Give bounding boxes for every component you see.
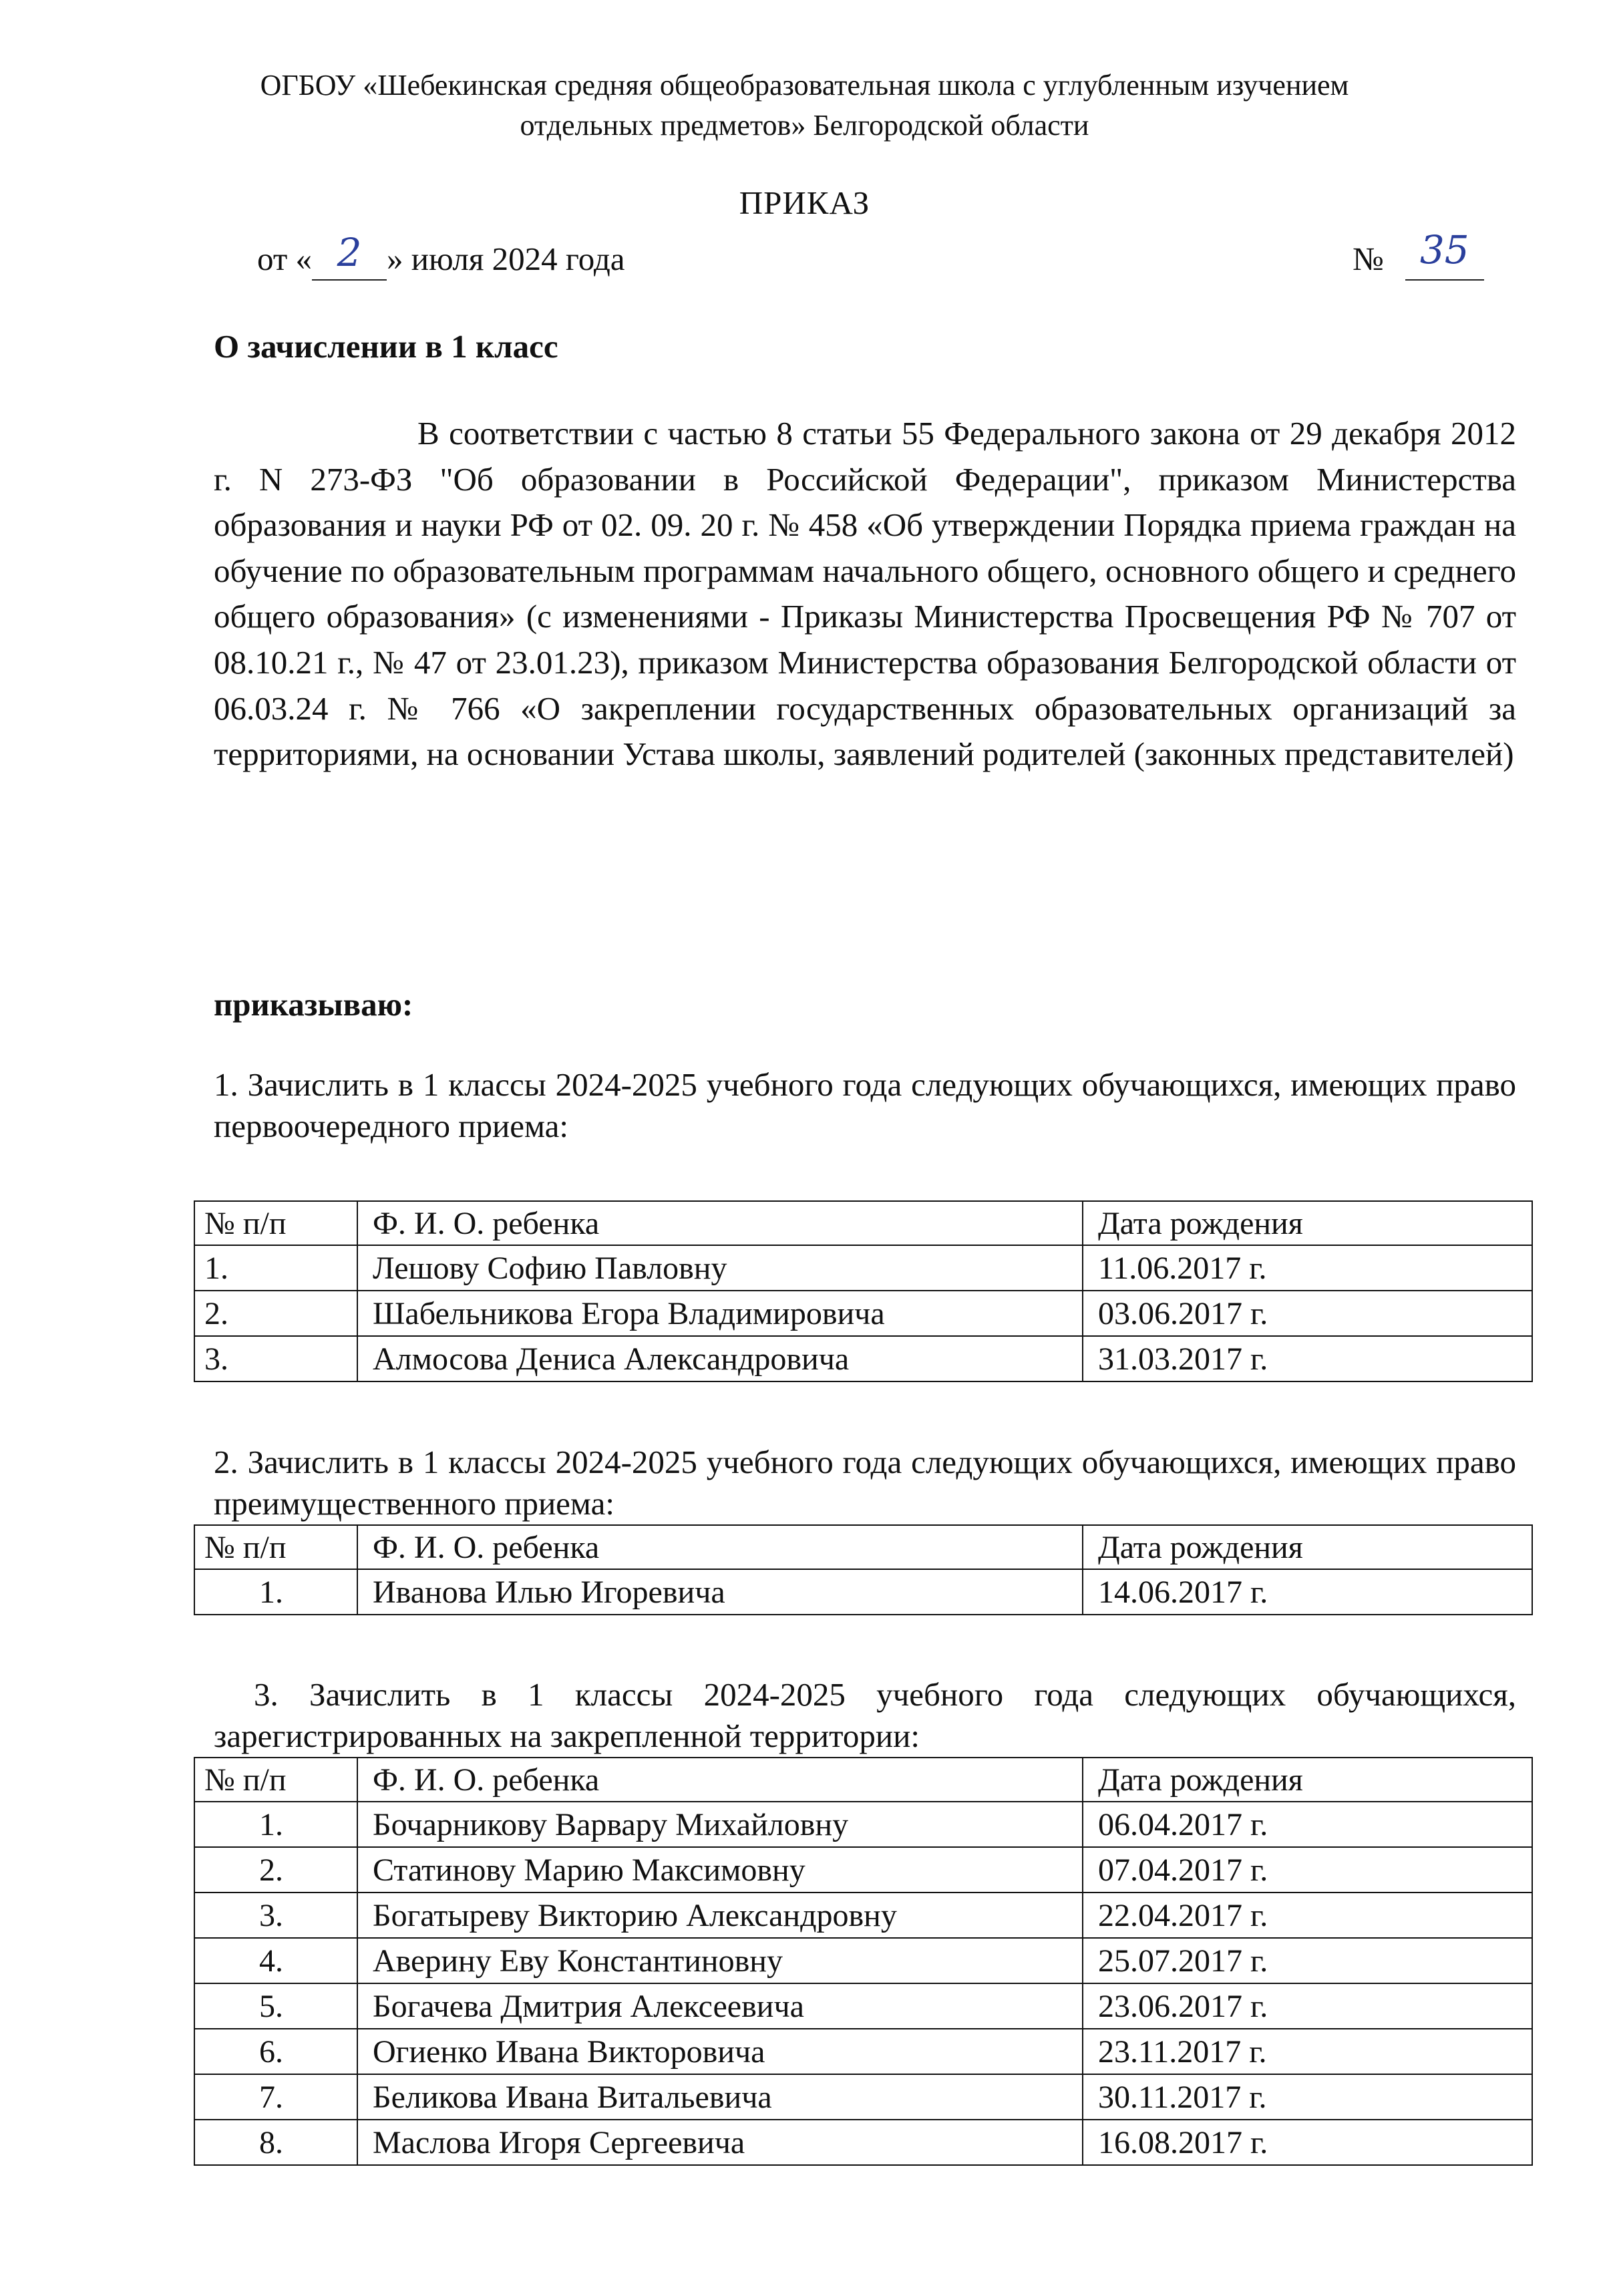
row-num: 7. [194,2074,357,2120]
row-birth-date: 07.04.2017 г. [1083,1847,1532,1893]
table-row [194,1336,1532,1381]
column-header-name: Ф. И. О. ребенка [357,1201,1083,1245]
school-name-line-2: отдельных предметов» Белгородской области [520,109,1089,142]
row-num: 2. [194,1291,357,1336]
table-row [194,1802,1532,1847]
row-child-name: Шабельникова Егора Владимировича [357,1291,1083,1336]
row-child-name: Маслова Игоря Сергеевича [357,2120,1083,2165]
order-preamble: В соответствии с частью 8 статьи 55 Федерального закона от 29 декабря 2012 г. N 273-ФЗ "Об образовании в Российской Федерации", приказом Министерства образования и науки РФ от 02. 09. 20 г. № 458 «Об утверждении Порядка приема граждан на обучение по образовательным программам начального общего, основного общего и среднего общего образования» (с изменениями - Приказы Министерства Просвещения РФ № 707 от 08.10.21 г., № 47 от 23.01.23), приказом Министерства образования Белгородской области от 06.03.24 г. № 766 «О закреплении государственных образовательных организаций за территориями, на основании Устава школы, заявлений родителей (законных представителей) [214,415,1516,773]
row-birth-date: 16.08.2017 г. [1083,2120,1532,2165]
row-num: 3. [194,1336,357,1381]
row-num: 5. [194,1983,357,2029]
table-row [194,2120,1532,2165]
column-header-num: № п/п [194,1758,357,1802]
column-header-name: Ф. И. О. ребенка [357,1525,1083,1569]
row-birth-date: 14.06.2017 г. [1083,1569,1532,1615]
order-subject: О зачислении в 1 класс [214,328,558,365]
row-child-name: Богатыреву Викторию Александровну [357,1893,1083,1938]
row-num: 1. [194,1802,357,1847]
row-num: 1. [194,1569,357,1615]
column-header-num: № п/п [194,1201,357,1245]
row-num: 1. [194,1245,357,1291]
row-birth-date: 25.07.2017 г. [1083,1938,1532,1983]
row-child-name: Алмосова Дениса Александровича [357,1336,1083,1381]
order-number-field [1405,227,1484,281]
section-1-title: 1. Зачислить в 1 классы 2024-2025 учебного года следующих обучающихся, имеющих право первоочередного приема: [214,1066,1516,1144]
table-row [194,1291,1532,1336]
row-birth-date: 11.06.2017 г. [1083,1245,1532,1291]
row-child-name: Статинову Марию Максимовну [357,1847,1083,1893]
order-number-label: № [1353,240,1384,277]
column-header-num: № п/п [194,1525,357,1569]
row-child-name: Богачева Дмитрия Алексеевича [357,1983,1083,2029]
order-date-day-field [312,230,387,281]
row-child-name: Огиенко Ивана Викторовича [357,2029,1083,2074]
row-num: 4. [194,1938,357,1983]
section-3-table [194,1757,1533,2166]
row-child-name: Беликова Ивана Витальевича [357,2074,1083,2120]
table-header-row [194,1525,1532,1569]
row-birth-date: 30.11.2017 г. [1083,2074,1532,2120]
table-row [194,2074,1532,2120]
school-header [0,65,1609,146]
row-birth-date: 06.04.2017 г. [1083,1802,1532,1847]
row-birth-date: 03.06.2017 г. [1083,1291,1532,1336]
section-2-table [194,1524,1533,1615]
column-header-dob: Дата рождения [1083,1758,1532,1802]
table-row [194,2029,1532,2074]
row-child-name: Лешову Софию Павловну [357,1245,1083,1291]
row-child-name: Аверину Еву Константиновну [357,1938,1083,1983]
table-row [194,1245,1532,1291]
row-child-name: Иванова Илью Игоревича [357,1569,1083,1615]
row-birth-date: 31.03.2017 г. [1083,1336,1532,1381]
order-directive: приказываю: [214,986,413,1023]
column-header-dob: Дата рождения [1083,1525,1532,1569]
order-number [1353,227,1484,281]
order-title: ПРИКАЗ [739,184,870,221]
table-header-row [194,1758,1532,1802]
row-num: 8. [194,2120,357,2165]
table-row [194,1893,1532,1938]
row-birth-date: 23.06.2017 г. [1083,1983,1532,2029]
order-date-day: 2 [337,230,362,275]
row-child-name: Бочарникову Варвару Михайловну [357,1802,1083,1847]
order-date [257,230,625,281]
row-birth-date: 22.04.2017 г. [1083,1893,1532,1938]
column-header-name: Ф. И. О. ребенка [357,1758,1083,1802]
row-num: 3. [194,1893,357,1938]
row-num: 6. [194,2029,357,2074]
table-row [194,1938,1532,1983]
section-2-title: 2. Зачислить в 1 классы 2024-2025 учебного года следующих обучающихся, имеющих право преимущественного приема: [214,1444,1516,1522]
table-row [194,1847,1532,1893]
section-1-table [194,1200,1533,1382]
order-number-value: 35 [1419,227,1469,273]
row-birth-date: 23.11.2017 г. [1083,2029,1532,2074]
order-date-prefix: от « [257,240,313,277]
row-num: 2. [194,1847,357,1893]
order-date-suffix: » июля 2024 года [387,240,625,277]
section-3-title: 3. Зачислить в 1 классы 2024-2025 учебного года следующих обучающихся, зарегистрированных на закрепленной территории: [214,1676,1516,1754]
table-row [194,1569,1532,1615]
school-name-line-1: ОГБОУ «Шебекинская средняя общеобразовательная школа с углубленным изучением [260,69,1349,102]
table-row [194,1983,1532,2029]
table-header-row [194,1201,1532,1245]
column-header-dob: Дата рождения [1083,1201,1532,1245]
